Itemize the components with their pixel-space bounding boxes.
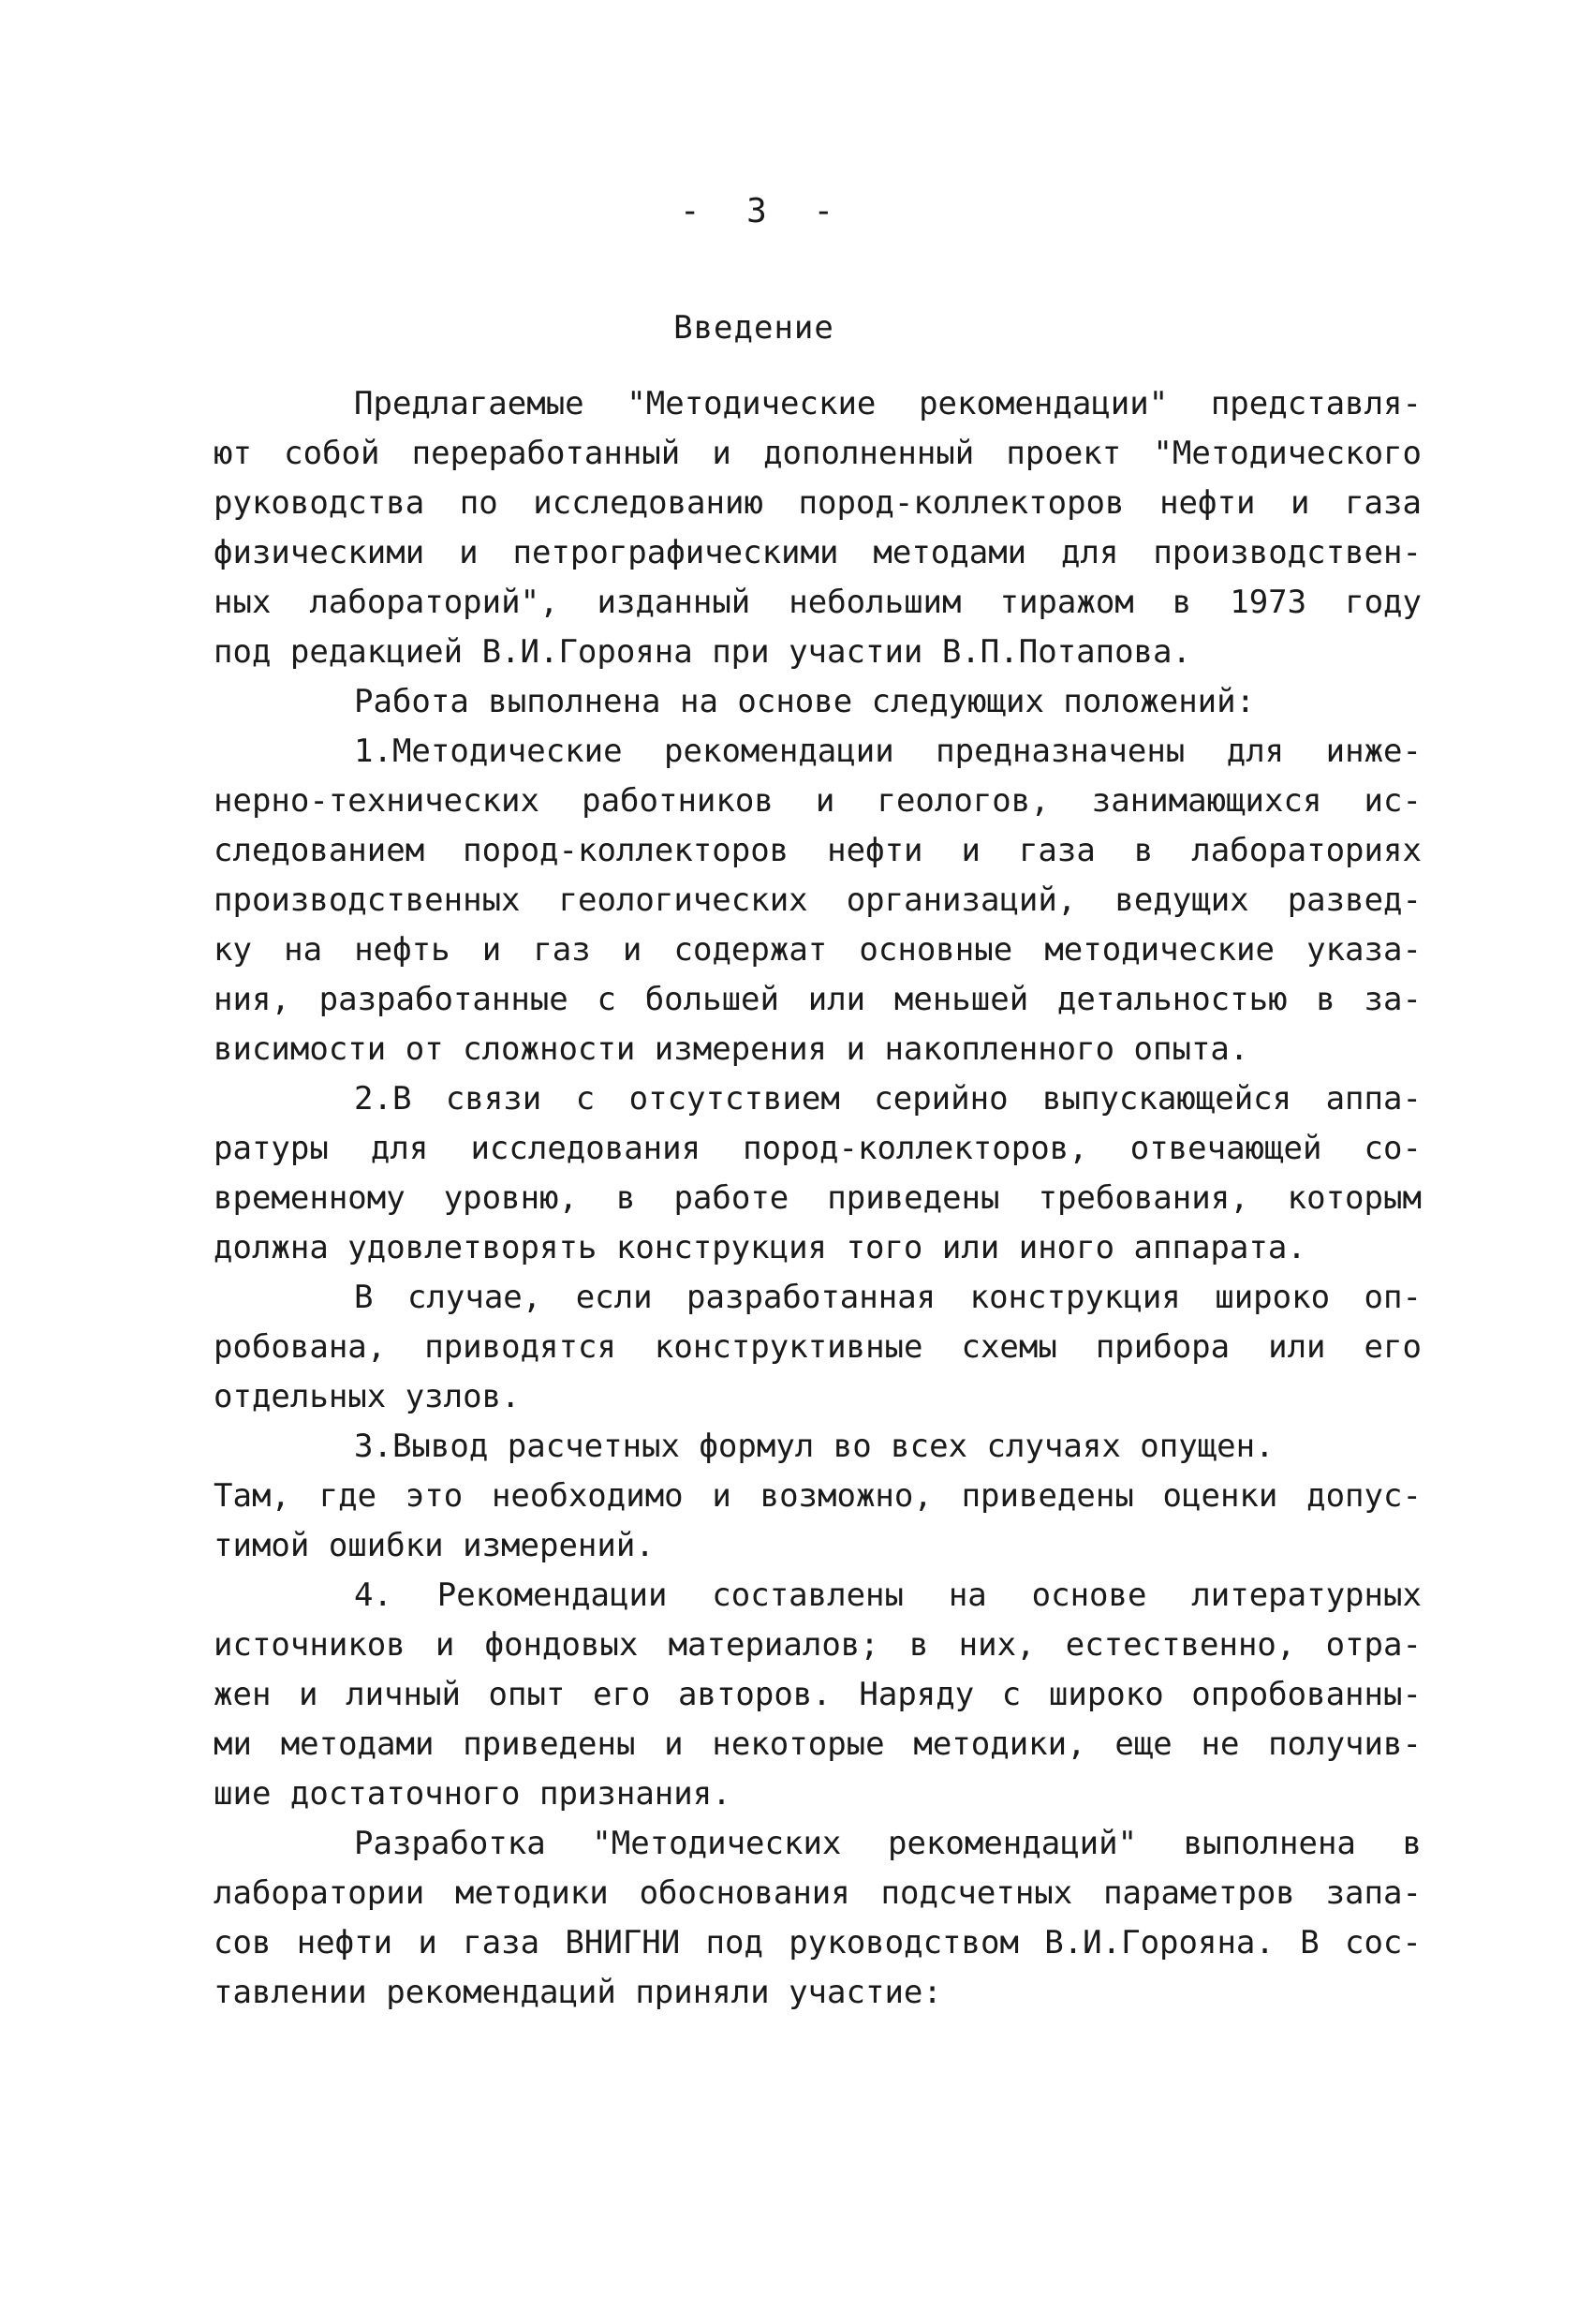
- text-word: приведены: [961, 1477, 1134, 1515]
- text-word: нефть: [354, 931, 450, 969]
- text-line: [214, 1819, 1422, 1869]
- text-word: или: [807, 981, 866, 1018]
- text-word: и: [961, 832, 981, 869]
- text-word: личный: [346, 1676, 461, 1713]
- text-word: в: [1316, 981, 1335, 1018]
- text-line-content: 3.Вывод расчетных формул во всех случаях опущен.: [354, 1428, 1275, 1465]
- text-word: это: [405, 1477, 464, 1515]
- text-line: [214, 628, 1422, 677]
- text-word: ния,: [214, 981, 290, 1018]
- text-word: исследования: [470, 1130, 701, 1167]
- text-word: методики: [454, 1874, 609, 1912]
- text-line: [214, 1621, 1422, 1670]
- text-word: газа: [463, 1924, 540, 1961]
- text-line: [214, 876, 1422, 925]
- text-line: [214, 1174, 1422, 1223]
- text-line: [214, 1918, 1422, 1968]
- text-word: тиражом: [999, 584, 1134, 621]
- text-word: приведены: [827, 1179, 1000, 1217]
- text-word: с: [1001, 1676, 1022, 1713]
- text-word: на: [284, 931, 323, 969]
- text-word: организаций,: [846, 881, 1077, 919]
- text-word: широко: [1048, 1676, 1164, 1713]
- text-word: небольшим: [789, 584, 962, 621]
- text-word: не: [1201, 1725, 1240, 1763]
- text-word: содержат: [673, 931, 828, 969]
- text-word: в: [1133, 832, 1154, 869]
- text-word: разработанная: [686, 1279, 937, 1316]
- text-word: исследованию: [533, 484, 763, 522]
- text-word: и: [815, 782, 835, 820]
- text-word: и: [622, 931, 642, 969]
- text-word: требования,: [1038, 1179, 1249, 1217]
- text-word: "Методических: [592, 1825, 842, 1862]
- text-word: конструктивные: [654, 1328, 923, 1366]
- text-line: [214, 975, 1422, 1025]
- text-word: или: [1268, 1328, 1326, 1366]
- text-word: отсутствием: [628, 1080, 840, 1118]
- text-word: приводятся: [424, 1328, 616, 1366]
- text-word: них,: [958, 1626, 1036, 1664]
- text-word: ных: [214, 584, 272, 621]
- text-word: и: [459, 534, 479, 571]
- section-title: Введение: [673, 309, 834, 347]
- text-line: [214, 1025, 1422, 1074]
- text-word: руководства: [214, 484, 425, 522]
- text-word: 1973: [1230, 584, 1307, 621]
- text-word: развед-: [1287, 881, 1422, 919]
- text-line-content: висимости от сложности измерения и накопленного опыта.: [214, 1030, 1249, 1068]
- text-word: его: [593, 1676, 651, 1713]
- text-word: возможно,: [760, 1477, 933, 1515]
- text-line: [214, 826, 1422, 876]
- text-word: ют: [214, 435, 252, 472]
- text-word: которым: [1287, 1179, 1422, 1217]
- text-word: ВНИГНИ: [565, 1924, 681, 1961]
- text-line: [214, 1372, 1422, 1422]
- text-word: "Методические: [627, 385, 877, 422]
- text-word: рекомендации": [919, 385, 1169, 422]
- text-line: [214, 1124, 1422, 1174]
- text-word: материалов;: [668, 1626, 879, 1664]
- text-word: ратуры: [214, 1130, 329, 1167]
- text-word: фондовых: [484, 1626, 639, 1664]
- text-word: оценки: [1162, 1477, 1278, 1515]
- text-line: [214, 727, 1422, 777]
- text-word: выполнена: [1183, 1825, 1356, 1862]
- text-word: уровню,: [443, 1179, 578, 1217]
- text-word: и: [1291, 484, 1310, 522]
- text-word: Разработка: [354, 1825, 546, 1862]
- text-word: собой: [284, 435, 380, 472]
- text-word: методические: [1044, 931, 1275, 969]
- text-word: газа: [1018, 832, 1096, 869]
- text-word: опробованны-: [1191, 1676, 1422, 1713]
- text-word: 2.В: [354, 1080, 412, 1118]
- text-word: на: [948, 1576, 987, 1614]
- text-word: проект: [1006, 435, 1122, 472]
- text-line: [214, 777, 1422, 826]
- text-word: отвечающей: [1129, 1130, 1322, 1167]
- text-word: подсчетных: [880, 1874, 1073, 1912]
- text-word: В.И.Горояна.: [1044, 1924, 1275, 1961]
- text-line: [214, 1720, 1422, 1769]
- text-word: инже-: [1325, 733, 1422, 770]
- text-line-content: шие достаточного признания.: [214, 1775, 731, 1813]
- text-word: авторов.: [678, 1676, 832, 1713]
- text-word: опыт: [488, 1676, 566, 1713]
- text-word: ми: [214, 1725, 252, 1763]
- text-word: газа: [1345, 484, 1422, 522]
- text-line: [214, 1223, 1422, 1273]
- text-word: и: [435, 1626, 455, 1664]
- text-word: работников: [582, 782, 774, 820]
- text-word: робована,: [214, 1328, 387, 1366]
- text-line: [214, 1273, 1422, 1323]
- text-line-content: Работа выполнена на основе следующих положений:: [354, 683, 1256, 720]
- text-word: для: [1226, 733, 1285, 770]
- text-word: работе: [673, 1179, 789, 1217]
- text-line: [214, 1769, 1422, 1819]
- text-line-content: под редакцией В.И.Горояна при участии В.П.Потапова.: [214, 633, 1191, 671]
- text-word: предназначены: [936, 733, 1186, 770]
- body-text: [214, 379, 1422, 2018]
- text-word: пород-коллекторов: [463, 832, 789, 869]
- text-word: методами: [280, 1725, 435, 1763]
- text-word: по: [459, 484, 498, 522]
- text-word: и: [712, 435, 731, 472]
- text-word: переработанный: [411, 435, 681, 472]
- text-line: [214, 429, 1422, 479]
- text-word: физическими: [214, 534, 425, 571]
- page-number: - 3 -: [679, 192, 848, 230]
- text-word: Наряду: [859, 1676, 975, 1713]
- text-line: [214, 925, 1422, 975]
- text-line-content: должна удовлетворять конструкция того или иного аппарата.: [214, 1229, 1306, 1266]
- text-word: руководством: [789, 1924, 1019, 1961]
- text-word: и: [664, 1725, 684, 1763]
- text-word: меньшей: [893, 981, 1029, 1018]
- text-word: еще: [1114, 1725, 1173, 1763]
- text-word: 4.: [354, 1576, 392, 1614]
- text-word: если: [575, 1279, 653, 1316]
- text-line: [214, 677, 1422, 727]
- text-word: изданный: [597, 584, 751, 621]
- text-word: для: [1061, 534, 1119, 571]
- text-word: основе: [1031, 1576, 1147, 1614]
- text-word: под: [705, 1924, 763, 1961]
- text-word: обоснования: [639, 1874, 850, 1912]
- text-word: дополненный: [763, 435, 975, 472]
- text-word: нефти: [827, 832, 923, 869]
- text-line: [214, 1521, 1422, 1571]
- text-word: в: [908, 1626, 929, 1664]
- text-word: В: [1300, 1924, 1320, 1961]
- text-word: нефти: [296, 1924, 393, 1961]
- text-line: [214, 1472, 1422, 1521]
- text-line-content: тимой ошибки измерений.: [214, 1527, 655, 1564]
- text-word: за-: [1364, 981, 1422, 1018]
- text-word: сос-: [1344, 1924, 1422, 1961]
- text-line: [214, 379, 1422, 429]
- text-word: в: [1402, 1825, 1422, 1862]
- text-word: приведены: [463, 1725, 636, 1763]
- text-word: сов: [214, 1924, 272, 1961]
- text-word: Рекомендации: [436, 1576, 668, 1614]
- text-word: широко: [1215, 1279, 1331, 1316]
- text-line-content: отдельных узлов.: [214, 1378, 521, 1415]
- text-word: конструкция: [969, 1279, 1181, 1316]
- text-word: пород-коллекторов,: [743, 1130, 1088, 1167]
- text-word: и: [481, 931, 502, 969]
- text-word: прибора: [1095, 1328, 1231, 1366]
- text-word: источников: [214, 1626, 406, 1664]
- text-word: методами: [873, 534, 1027, 571]
- text-word: естественно,: [1065, 1626, 1296, 1664]
- text-word: производствен-: [1153, 534, 1422, 571]
- text-line: [214, 1968, 1422, 2018]
- text-word: Там,: [214, 1477, 290, 1515]
- text-word: его: [1364, 1328, 1422, 1366]
- text-word: ис-: [1364, 782, 1422, 820]
- text-word: запа-: [1325, 1874, 1422, 1912]
- text-word: году: [1345, 584, 1422, 621]
- text-word: параметров: [1103, 1874, 1295, 1912]
- text-line: [214, 1571, 1422, 1621]
- text-line: [214, 1670, 1422, 1720]
- text-word: с: [597, 981, 616, 1018]
- text-word: для: [370, 1130, 429, 1167]
- text-line: [214, 578, 1422, 628]
- text-word: пород-коллекторов: [798, 484, 1125, 522]
- text-word: оп-: [1364, 1279, 1422, 1316]
- text-word: лабораторий",: [309, 584, 559, 621]
- text-word: ку: [214, 931, 252, 969]
- text-word: В: [354, 1279, 374, 1316]
- text-word: рекомендаций": [887, 1825, 1138, 1862]
- text-word: рекомендации: [664, 733, 894, 770]
- text-word: нерно-технических: [214, 782, 539, 820]
- text-word: с: [575, 1080, 596, 1118]
- text-word: и: [712, 1477, 731, 1515]
- text-word: большей: [644, 981, 779, 1018]
- text-word: лаборатории: [214, 1874, 425, 1912]
- text-word: производственных: [214, 881, 521, 919]
- text-word: "Методического: [1153, 435, 1422, 472]
- text-word: некоторые: [712, 1725, 885, 1763]
- text-line: [214, 528, 1422, 578]
- text-word: выпускающейся: [1042, 1080, 1292, 1118]
- text-word: в: [1172, 584, 1192, 621]
- text-word: отра-: [1325, 1626, 1422, 1664]
- text-word: 1.Методические: [354, 733, 623, 770]
- text-line: [214, 1422, 1422, 1472]
- text-word: Предлагаемые: [354, 385, 584, 422]
- text-line: [214, 1323, 1422, 1372]
- text-word: необходимо: [491, 1477, 684, 1515]
- text-word: указа-: [1306, 931, 1422, 969]
- text-word: следованием: [214, 832, 425, 869]
- text-word: схемы: [961, 1328, 1057, 1366]
- text-line: [214, 1074, 1422, 1124]
- text-word: получив-: [1268, 1725, 1422, 1763]
- text-word: лабораториях: [1191, 832, 1422, 869]
- text-word: геологов,: [877, 782, 1050, 820]
- text-word: жен: [214, 1676, 272, 1713]
- text-word: временному: [214, 1179, 406, 1217]
- text-line: [214, 1869, 1422, 1918]
- text-word: допус-: [1306, 1477, 1422, 1515]
- text-word: случае,: [406, 1279, 542, 1316]
- text-word: ведущих: [1114, 881, 1249, 919]
- text-word: разработанные: [318, 981, 568, 1018]
- text-word: и: [418, 1924, 437, 1961]
- text-word: газ: [533, 931, 591, 969]
- text-line-content: тавлении рекомендаций приняли участие:: [214, 1974, 942, 2011]
- text-word: связи: [445, 1080, 542, 1118]
- text-word: со-: [1364, 1130, 1422, 1167]
- text-word: и: [299, 1676, 318, 1713]
- text-word: составлены: [712, 1576, 904, 1614]
- text-word: петрографическими: [512, 534, 839, 571]
- text-word: основные: [859, 931, 1013, 969]
- text-word: детальностью: [1056, 981, 1288, 1018]
- text-word: где: [318, 1477, 377, 1515]
- text-word: в: [615, 1179, 636, 1217]
- text-word: нефти: [1159, 484, 1256, 522]
- text-word: литературных: [1191, 1576, 1422, 1614]
- text-word: занимающихся: [1091, 782, 1322, 820]
- text-line: [214, 479, 1422, 528]
- text-word: аппа-: [1325, 1080, 1422, 1118]
- text-word: серийно: [874, 1080, 1009, 1118]
- text-word: геологических: [558, 881, 808, 919]
- text-word: методики,: [913, 1725, 1086, 1763]
- text-word: представля-: [1210, 385, 1422, 422]
